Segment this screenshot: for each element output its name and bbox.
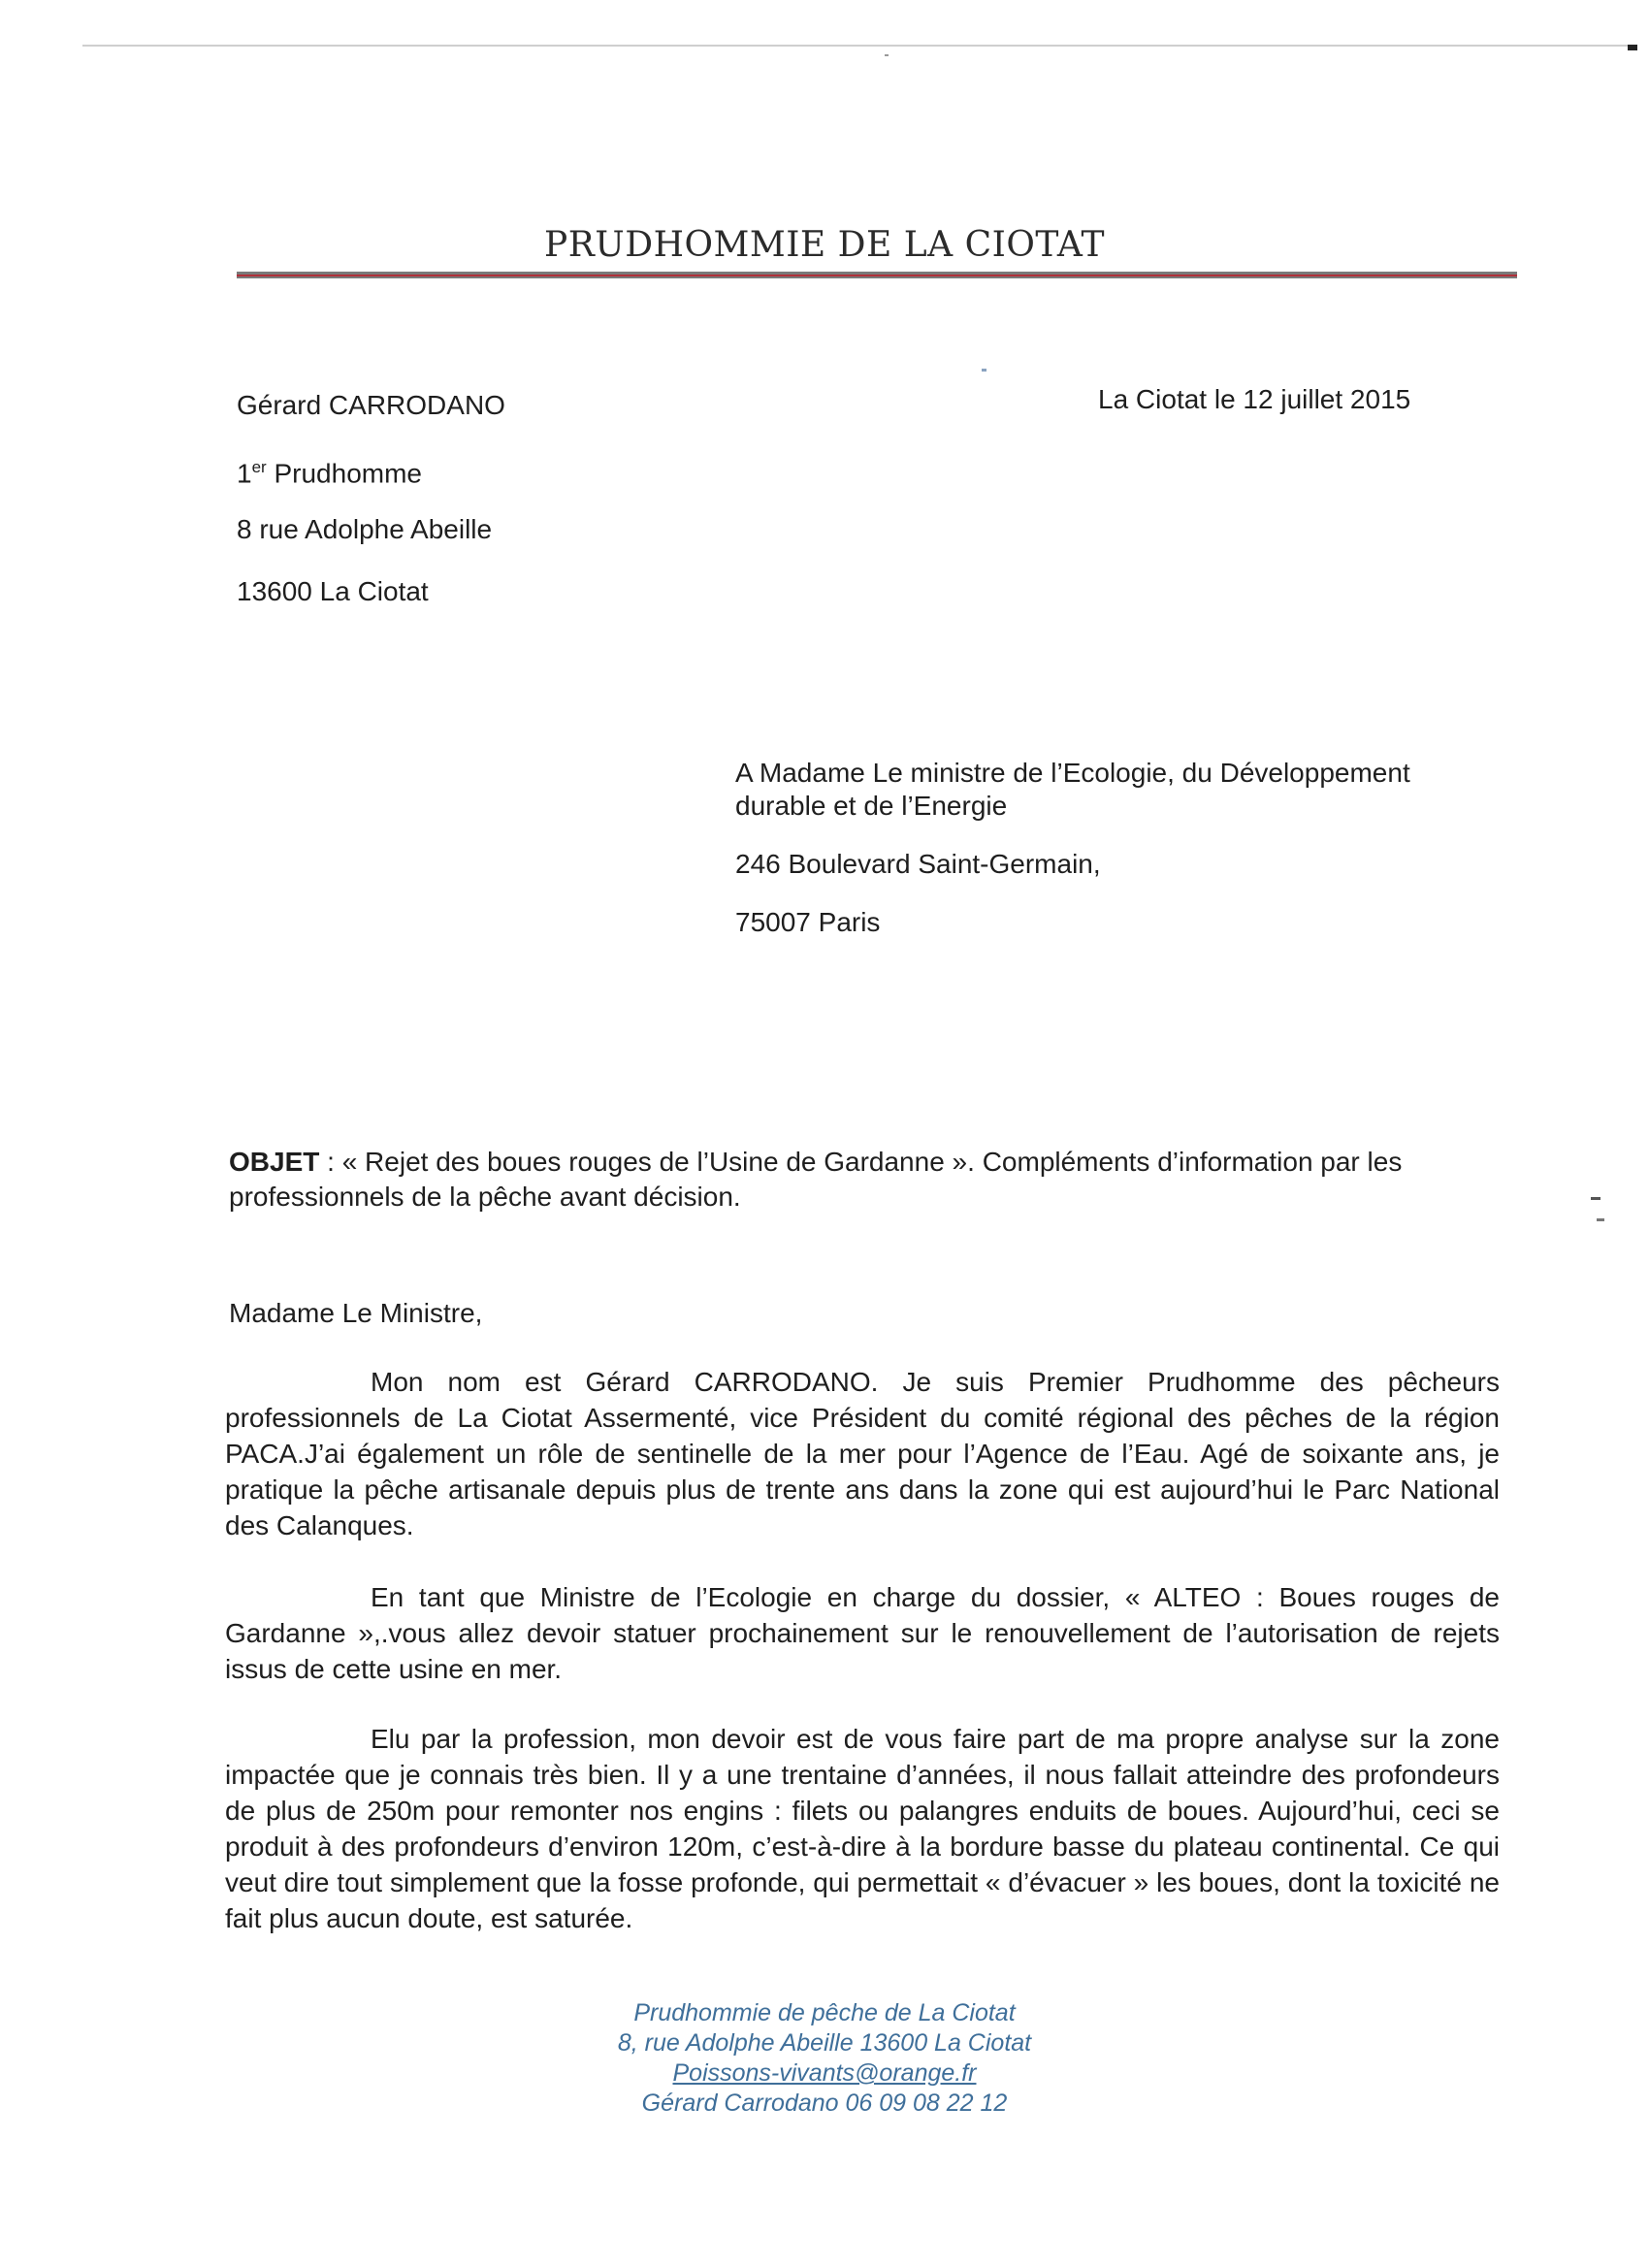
scan-corner-mark	[1628, 45, 1637, 50]
recipient-street: 246 Boulevard Saint-Germain,	[735, 849, 1101, 879]
scan-speck	[1591, 1197, 1600, 1200]
recipient-line: A Madame Le ministre de l’Ecologie, du Développement durable et de l’Energie	[735, 758, 1410, 821]
scan-edge	[82, 45, 1636, 47]
object-label: OBJET	[229, 1147, 320, 1177]
scan-speck	[982, 369, 986, 372]
sender-role	[237, 437, 505, 499]
footer-email-link[interactable]: Poissons-vivants@orange.fr	[672, 2059, 977, 2087]
body-paragraph: En tant que Ministre de l’Ecologie en charge du dossier, « ALTEO : Boues rouges de Gardanne »,.vous allez devoir statuer prochainement sur le renouvellement de l’autorisation de rejets issus de cette usine en mer.	[225, 1582, 1500, 1684]
letterhead-title: PRUDHOMMIE DE LA CIOTAT	[544, 225, 1105, 265]
sender-role-sup: er	[251, 458, 267, 476]
sender-city: 13600 La Ciotat	[237, 576, 429, 606]
letter-date: La Ciotat le 12 juillet 2015	[1098, 384, 1411, 414]
footer-org: Prudhommie de pêche de La Ciotat	[633, 1999, 1016, 2026]
body-paragraph: Elu par la profession, mon devoir est de vous faire part de ma propre analyse sur la zone impactée que je connais très bien. Il y a une trentaine d’années, il nous fallait atteindre des profondeurs de plus de 250m pour remonter nos engins : filets ou palangres enduits de boues. Aujourd’hui, ceci se produit à des profondeurs d’environ 120m, c’est-à-dire à la bordure basse du plateau continental. Ce qui veut dire tout simplement que la fosse profonde, qui permettait « d’évacuer » les boues, dont la toxicité ne fait plus aucun doute, est saturée.	[225, 1724, 1500, 1933]
salutation: Madame Le Ministre,	[229, 1298, 483, 1328]
footer-phone: Gérard Carrodano 06 09 08 22 12	[641, 2090, 1008, 2117]
letter-footer	[0, 1998, 1649, 2119]
scan-speck	[1597, 1218, 1604, 1221]
sender-street: 8 rue Adolphe Abeille	[237, 514, 493, 544]
sender-block	[237, 374, 505, 623]
object-title: « Rejet des boues rouges de l’Usine de Gardanne »	[341, 1147, 968, 1177]
sender-role-prefix: 1	[237, 458, 252, 489]
scan-speck	[885, 54, 889, 56]
sender-role-suffix: Prudhomme	[266, 458, 422, 489]
recipient-city: 75007 Paris	[735, 907, 881, 937]
letter-object	[229, 1145, 1490, 1215]
object-separator: :	[319, 1147, 342, 1177]
sender-name: Gérard CARRODANO	[237, 390, 505, 420]
letterhead-rule-accent	[237, 275, 1517, 276]
object-rest: . Compléments d’information par les professionnels de la pêche avant décision.	[229, 1147, 1403, 1212]
body-paragraph: Mon nom est Gérard CARRODANO. Je suis Premier Prudhomme des pêcheurs professionnels de La Ciotat Assermenté, vice Président du comité régional des pêches de la région PACA.J’ai également un rôle de sentinelle de la mer pour l’Agence de l’Eau. Agé de soixante ans, je pratique la pêche artisanale depuis plus de trente ans dans la zone qui est aujourd’hui le Parc National des Calanques.	[225, 1367, 1500, 1540]
footer-address: 8, rue Adolphe Abeille 13600 La Ciotat	[617, 2029, 1032, 2057]
recipient-block	[735, 757, 1472, 939]
